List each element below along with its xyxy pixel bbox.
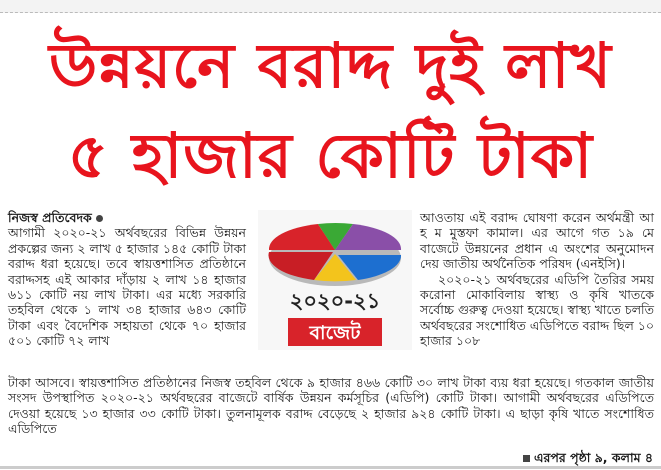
- byline-dot-icon: [96, 215, 103, 222]
- square-bullet-icon: [523, 455, 530, 462]
- article-column-1: [8, 210, 246, 349]
- logo-label: বাজেট: [309, 322, 361, 344]
- headline-line-1: উন্নয়নে বরাদ্দ দুই লাখ: [48, 29, 613, 102]
- column-2-text: আওতায় এই বরাদ্দ ঘোষণা করেন অর্থমন্ত্রী আ হ ম মুস্তফা কামাল। এর আগে গত ১৯ মে বাজেটে উন্নয়নের প্রধান এ অংশের অনুমোদন দেয় জাতীয় অর্থনৈতিক পরিষদ (এনইসি)।: [420, 210, 654, 272]
- article-column-2: [420, 210, 654, 349]
- logo-year: ২০২০-২১: [289, 289, 381, 313]
- column-2-paragraph-2: ২০২০-২১ অর্থবছরের এডিপি তৈরির সময় করোনা মোকাবিলায় স্বাস্থ্য ও কৃষি খাতকে সর্বোচ্চ গুরুত্ব দেওয়া হয়েছে। স্বাস্থ্য খাতে চলতি অর্থবছরের সংশোধিত এডিপিতে বরাদ্দ ছিল ১০ হাজার ১০৮: [420, 271, 654, 349]
- budget-logo: [258, 210, 412, 350]
- pie-chart-icon: [268, 223, 401, 286]
- continued-label: এরপর পৃষ্ঠা ৯, কলাম ৪: [533, 450, 653, 465]
- column-1-text: আগামী ২০২০-২১ অর্থবছরের বিভিন্ন উন্নয়ন প্রকল্পের জন্য ২ লাখ ৫ হাজার ১৪৫ কোটি টাকা বরাদ্দ ধরা হয়েছে। তবে স্বায়ত্তশাসিত প্রতিষ্ঠানে বরাদ্দসহ এই আকার দাঁড়ায় ২ লাখ ১৪ হাজার ৬১১ কোটি নয় লাখ টাকা। এর মধ্যে সরকারি তহবিল থেকে ১ লাখ ৩৪ হাজার ৬৪৩ কোটি টাকা এবং বৈদেশিক সহায়তা থেকে ৭০ হাজার ৫০১ কোটি ৭২ লাখ: [8, 225, 246, 349]
- article-bottom-text: টাকা আসবে। স্বায়ত্তশাসিত প্রতিষ্ঠানের নিজস্ব তহবিল থেকে ৯ হাজার ৪৬৬ কোটি ৩০ লাখ টাকা ব্যয় ধরা হয়েছে। গতকাল জাতীয় সংসদ উপস্থাপিত ২০২০-২১ অর্থবছরের বাজেটে বার্ষিক উন্নয়ন কর্মসূচির (এডিপি) কোটি টাকা। আগামী অর্থবছরের এডিপিতে দেওয়া হয়েছে ১৩ হাজার ৩৩ কোটি টাকা। তুলনামূলক বরাদ্দ বেড়েছে ২ হাজার ৯২৪ কোটি টাকা। এ ছাড়া কৃষি খাতে সংশোধিত এডিপিতে: [8, 375, 654, 437]
- top-strip: [0, 0, 661, 13]
- byline: নিজস্ব প্রতিবেদক: [8, 210, 92, 225]
- headline-line-2: ৫ হাজার কোটি টাকা: [67, 119, 594, 192]
